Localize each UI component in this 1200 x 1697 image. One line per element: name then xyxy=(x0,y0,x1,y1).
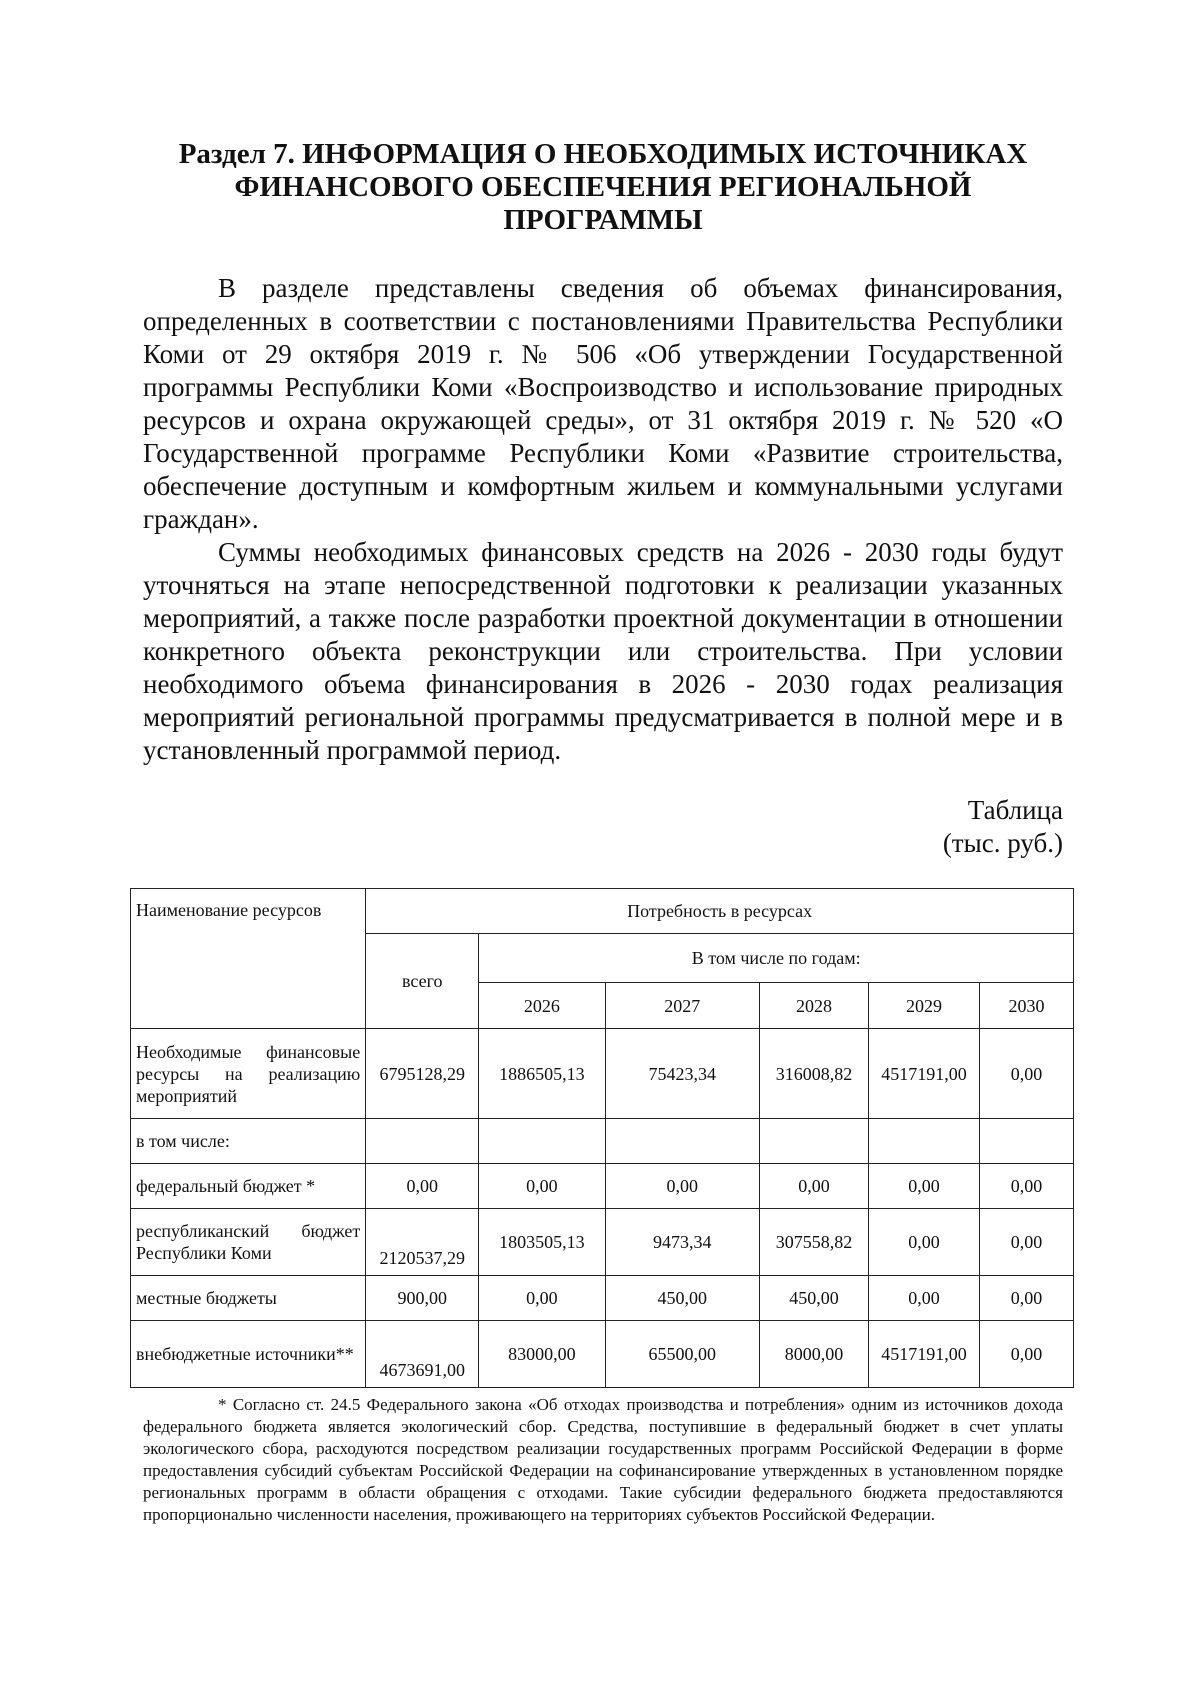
table-row xyxy=(131,1321,1074,1388)
resources-table xyxy=(130,888,1074,1388)
row-name: внебюджетные источники** xyxy=(131,1321,366,1388)
row-value: 4517191,00 xyxy=(869,1029,980,1119)
table-row xyxy=(131,1119,1074,1164)
row-value: 0,00 xyxy=(479,1164,605,1209)
table-caption-units: (тыс. руб.) xyxy=(942,828,1063,858)
row-total: 0,00 xyxy=(366,1164,479,1209)
header-year: 2026 xyxy=(479,983,605,1029)
footnote xyxy=(143,1394,1063,1526)
row-value: 450,00 xyxy=(759,1276,868,1321)
row-value xyxy=(759,1119,868,1164)
header-need: Потребность в ресурсах xyxy=(366,889,1074,934)
table-row xyxy=(131,1029,1074,1119)
row-value: 0,00 xyxy=(479,1276,605,1321)
row-value: 307558,82 xyxy=(759,1209,868,1276)
row-value xyxy=(980,1119,1074,1164)
header-year: 2029 xyxy=(869,983,980,1029)
table-row xyxy=(131,1209,1074,1276)
row-total: 4673691,00 xyxy=(366,1321,479,1388)
row-total: 900,00 xyxy=(366,1276,479,1321)
row-total: 2120537,29 xyxy=(366,1209,479,1276)
body-paragraph-2: Суммы необходимых финансовых средств на 2026 - 2030 годы будут уточняться на этапе непосредственной подготовки к реализации указанных мероприятий, а также после разработки проектной документации в отношении конкретного объекта реконструкции или строительства. При условии необходимого объема финансирования в 2026 - 2030 годах реализация мероприятий региональной программы предусматривается в полной мере и в установленный программой период. xyxy=(143,537,1063,765)
section-title-line-3: ПРОГРАММЫ xyxy=(503,204,703,236)
row-value: 83000,00 xyxy=(479,1321,605,1388)
table-header-row-1 xyxy=(131,889,1074,934)
row-value: 0,00 xyxy=(980,1209,1074,1276)
row-value: 0,00 xyxy=(869,1276,980,1321)
row-value: 316008,82 xyxy=(759,1029,868,1119)
row-value: 8000,00 xyxy=(759,1321,868,1388)
row-total xyxy=(366,1119,479,1164)
section-body xyxy=(143,272,1063,767)
footnote-text: * Согласно ст. 24.5 Федерального закона «Об отходах производства и потребления» одним из источников дохода федерального бюджета является экологический сбор. Средства, поступившие в федеральный бюджет в счет уплаты экологического сбора, расходуются посредством реализации государственных программ Российской Федерации в форме предоставления субсидий субъектам Российской Федерации на софинансирование утвержденных в установленном порядке региональных программ в области обращения с отходами. Такие субсидии федерального бюджета предоставляются пропорционально численности населения, проживающего на территориях субъектов Российской Федерации. xyxy=(143,1395,1063,1524)
header-year: 2027 xyxy=(605,983,759,1029)
header-total: всего xyxy=(366,934,479,1029)
body-paragraph-1: В разделе представлены сведения об объемах финансирования, определенных в соответствии с постановлениями Правительства Республики Коми от 29 октября 2019 г. № 506 «Об утверждении Государственной программы Республики Коми «Воспроизводство и использование природных ресурсов и охрана окружающей среды», от 31 октября 2019 г. № 520 «О Государственной программе Республики Коми «Развитие строительства, обеспечение доступным и комфортным жильем и коммунальными услугами граждан». xyxy=(143,273,1063,534)
row-value: 0,00 xyxy=(980,1276,1074,1321)
table-caption xyxy=(943,794,1063,860)
row-value: 9473,34 xyxy=(605,1209,759,1276)
row-value: 4517191,00 xyxy=(869,1321,980,1388)
row-name: в том числе: xyxy=(131,1119,366,1164)
row-value: 0,00 xyxy=(605,1164,759,1209)
row-value: 1886505,13 xyxy=(479,1029,605,1119)
row-value: 0,00 xyxy=(869,1209,980,1276)
row-value: 0,00 xyxy=(980,1164,1074,1209)
row-value: 0,00 xyxy=(980,1321,1074,1388)
table-caption-label: Таблица xyxy=(967,795,1063,825)
row-value: 1803505,13 xyxy=(479,1209,605,1276)
header-resource-name: Наименование ресурсов xyxy=(131,889,366,1029)
row-value xyxy=(479,1119,605,1164)
section-title-line-1: Раздел 7. ИНФОРМАЦИЯ О НЕОБХОДИМЫХ ИСТОЧНИКАХ xyxy=(178,138,1028,170)
row-name: республиканский бюджет Республики Коми xyxy=(131,1209,366,1276)
header-year: 2028 xyxy=(759,983,868,1029)
header-year: 2030 xyxy=(980,983,1074,1029)
section-title-line-2: ФИНАНСОВОГО ОБЕСПЕЧЕНИЯ РЕГИОНАЛЬНОЙ xyxy=(234,171,972,203)
table-row xyxy=(131,1276,1074,1321)
row-total: 6795128,29 xyxy=(366,1029,479,1119)
row-value: 75423,34 xyxy=(605,1029,759,1119)
row-name: местные бюджеты xyxy=(131,1276,366,1321)
row-value: 65500,00 xyxy=(605,1321,759,1388)
row-value: 450,00 xyxy=(605,1276,759,1321)
row-value xyxy=(869,1119,980,1164)
section-title xyxy=(143,138,1063,237)
row-value: 0,00 xyxy=(869,1164,980,1209)
header-by-years: В том числе по годам: xyxy=(479,934,1074,983)
row-name: Необходимые финансовые ресурсы на реализацию мероприятий xyxy=(131,1029,366,1119)
row-value xyxy=(605,1119,759,1164)
table-row xyxy=(131,1164,1074,1209)
row-value: 0,00 xyxy=(759,1164,868,1209)
row-name: федеральный бюджет * xyxy=(131,1164,366,1209)
row-value: 0,00 xyxy=(980,1029,1074,1119)
